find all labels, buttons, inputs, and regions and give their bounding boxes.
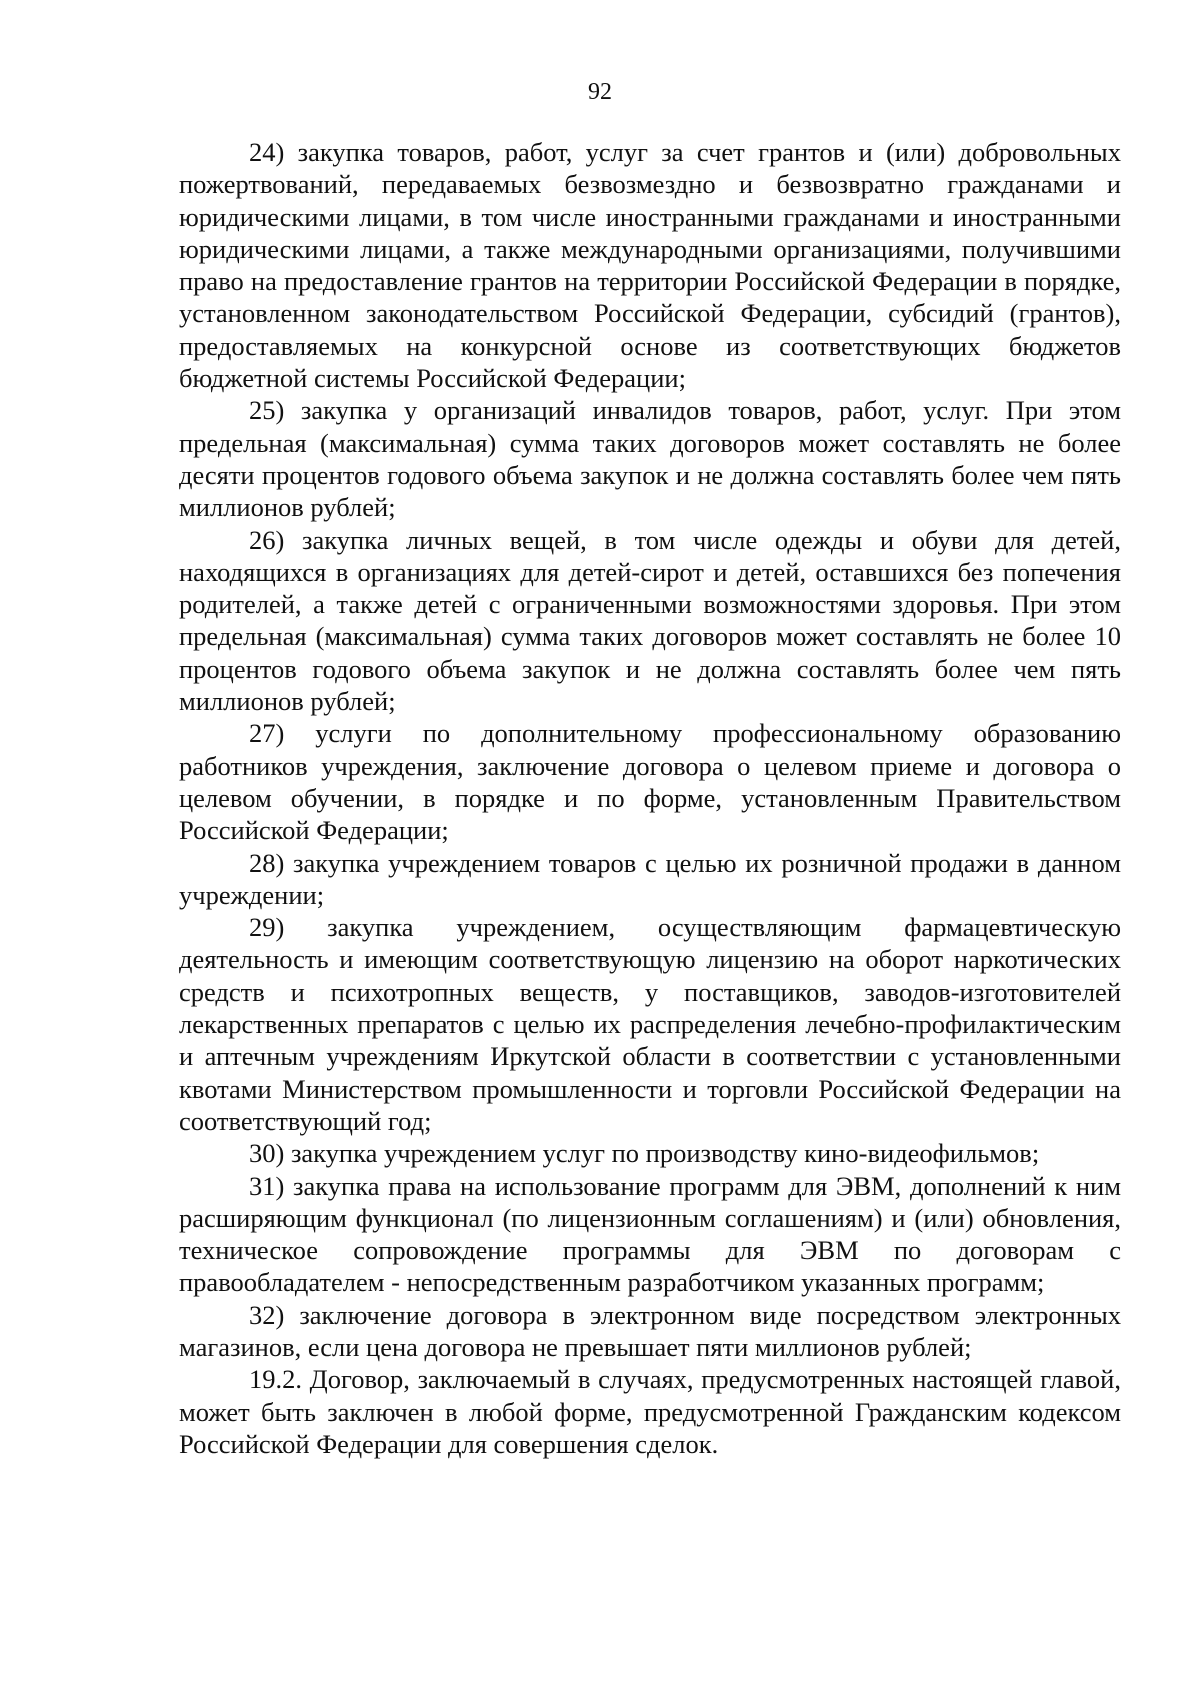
list-item-32: 32) заключение договора в электронном виде посредством электронных магазинов, если цена договора не превышает пяти миллионов рублей; xyxy=(179,1299,1121,1362)
list-item-25: 25) закупка у организаций инвалидов товаров, работ, услуг. При этом предельная (максимальная) сумма таких договоров может составлять не более десяти процентов годового объема закупок и не должна составлять более чем пять миллионов рублей; xyxy=(179,395,1121,523)
list-item-27: 27) услуги по дополнительному профессиональному образованию работников учреждения, заключение договора о целевом приеме и договора о целевом обучении, в порядке и по форме, установленным Правительством Российской Федерации; xyxy=(179,718,1121,846)
document-body xyxy=(179,136,1121,1460)
clause-19-2: 19.2. Договор, заключаемый в случаях, предусмотренных настоящей главой, может быть заключен в любой форме, предусмотренной Гражданским кодексом Российской Федерации для совершения сделок. xyxy=(179,1364,1121,1459)
list-item-30: 30) закупка учреждением услуг по производству кино-видеофильмов; xyxy=(249,1138,1040,1169)
page-number: 92 xyxy=(588,79,612,105)
list-item-26: 26) закупка личных вещей, в том числе одежды и обуви для детей, находящихся в организациях для детей-сирот и детей, оставшихся без попечения родителей, а также детей с ограниченными возможностями здоровья. При этом предельная (максимальная) сумма таких договоров может составлять не более 10 процентов годового объема закупок и не должна составлять более чем пять миллионов рублей; xyxy=(179,524,1121,717)
list-item-24: 24) закупка товаров, работ, услуг за счет грантов и (или) добровольных пожертвований, передаваемых безвозмездно и безвозвратно гражданами и юридическими лицами, в том числе иностранными гражданами и иностранными юридическими лицами, а также международными организациями, получившими право на предоставление грантов на территории Российской Федерации в порядке, установленном законодательством Российской Федерации, субсидий (грантов), предоставляемых на конкурсной основе из соответствующих бюджетов бюджетной системы Российской Федерации; xyxy=(179,137,1121,394)
list-item-29: 29) закупка учреждением, осуществляющим фармацевтическую деятельность и имеющим соответствующую лицензию на оборот наркотических средств и психотропных веществ, у поставщиков, заводов-изготовителей лекарственных препаратов с целью их распределения лечебно-профилактическим и аптечным учреждениям Иркутской области в соответствии с установленными квотами Министерством промышленности и торговли Российской Федерации на соответствующий год; xyxy=(179,912,1121,1136)
list-item-28: 28) закупка учреждением товаров с целью их розничной продажи в данном учреждении; xyxy=(179,847,1121,910)
list-item-31: 31) закупка права на использование программ для ЭВМ, дополнений к ним расширяющим функционал (по лицензионным соглашениям) и (или) обновления, техническое сопровождение программы для ЭВМ по договорам с правообладателем - непосредственным разработчиком указанных программ; xyxy=(179,1170,1121,1298)
